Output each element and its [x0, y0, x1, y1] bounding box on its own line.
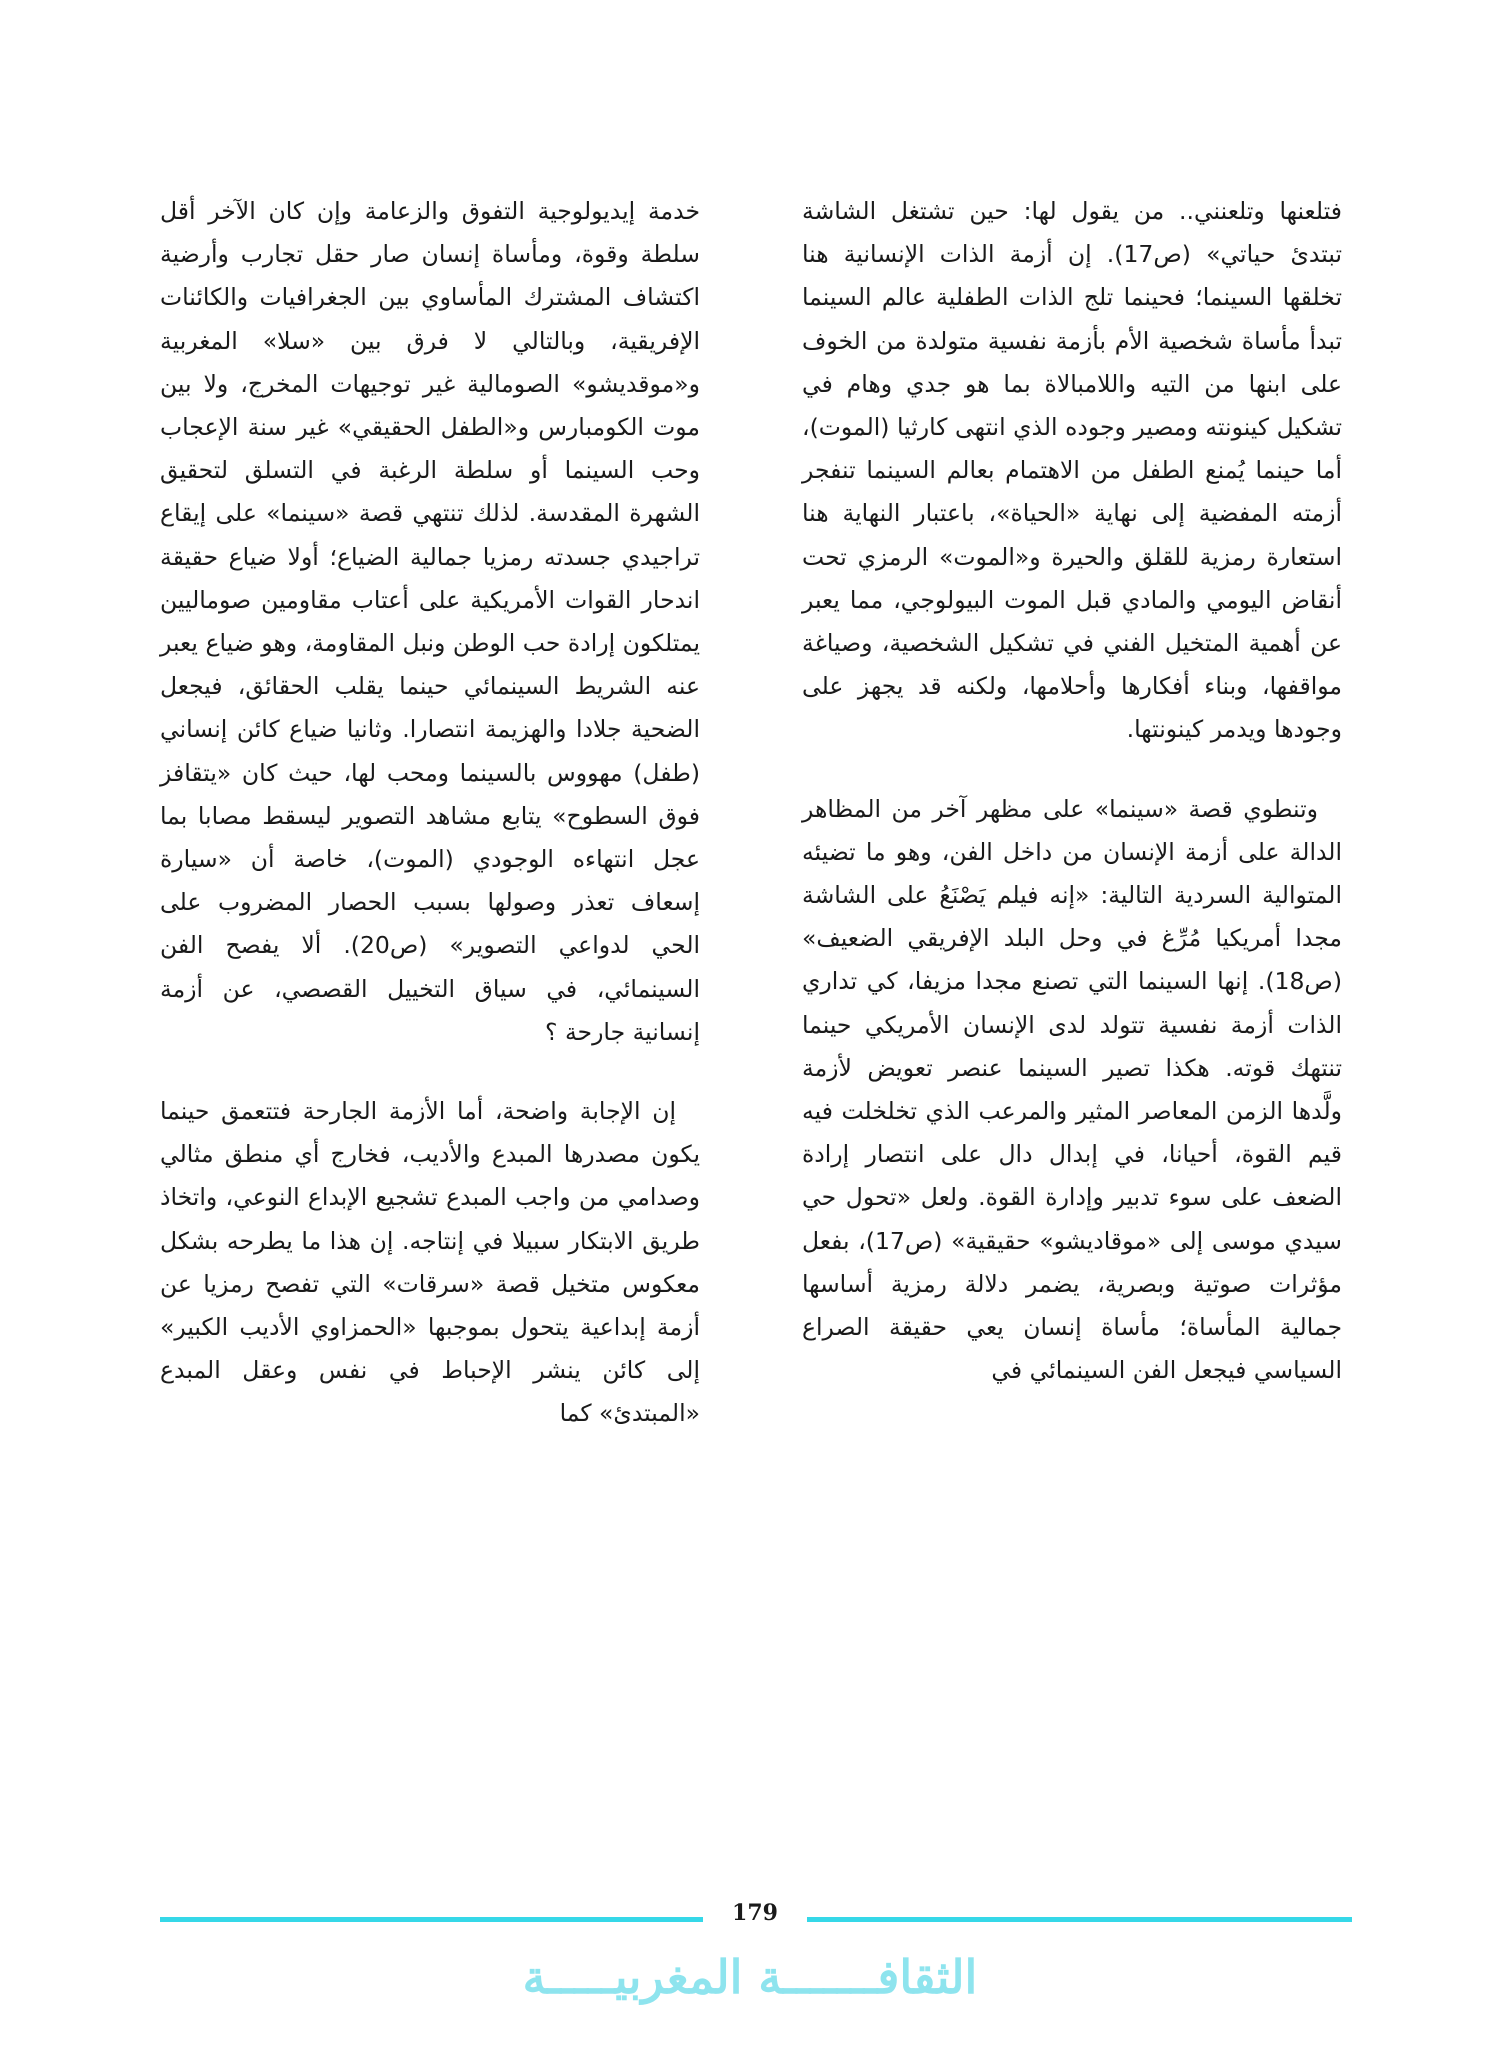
paragraph: خدمة إيديولوجية التفوق والزعامة وإن كان الآخر أقل سلطة وقوة، ومأساة إنسان صار حقل تجارب وأرضية اكتشاف المشترك المأساوي بين الجغرافيات والكائنات الإفريقية، وبالتالي لا فرق بين «سلا» المغربية و«موقديشو» الصومالية غير توجيهات المخرج، ولا بين موت الكومبارس و«الطفل الحقيقي» غير سنة الإعجاب وحب السينما أو سلطة الرغبة في التسلق لتحقيق الشهرة المقدسة. لذلك تنتهي قصة «سينما» على إيقاع تراجيدي جسدته رمزيا جمالية الضياع؛ أولا ضياع حقيقة اندحار القوات الأمريكية على أعتاب مقاومين صوماليين يمتلكون إرادة حب الوطن ونبل المقاومة، وهو ضياع يعبر عنه الشريط السينمائي حينما يقلب الحقائق، فيجعل الضحية جلادا والهزيمة انتصارا. وثانيا ضياع كائن إنساني (طفل) مهووس بالسينما ومحب لها، حيث كان «يتقافز فوق السطوح» يتابع مشاهد التصوير ليسقط مصابا بما عجل انتهاءه الوجودي (الموت)، خاصة أن «سيارة إسعاف تعذر وصولها بسبب الحصار المضروب على الحي لدواعي التصوير» (ص20). ألا يفصح الفن السينمائي، في سياق التخييل القصصي، عن أزمة إنسانية جارحة ؟	[160, 197, 701, 1046]
footer-rule-right	[807, 1917, 1352, 1922]
page-number: 179	[732, 1900, 778, 1926]
paragraph: وتنطوي قصة «سينما» على مظهر آخر من المظاهر الدالة على أزمة الإنسان من داخل الفن، وهو ما تضيئه المتوالية السردية التالية: «إنه فيلم يَصْنَعُ على الشاشة مجدا أمريكيا مُرِّغ في وحل البلد الإفريقي الضعيف» (ص18). إنها السينما التي تصنع مجدا مزيفا، كي تداري الذات أزمة نفسية تتولد لدى الإنسان الأمريكي حينما تنتهك قوته. هكذا تصير السينما عنصر تعويض لأزمة ولَّدها الزمن المعاصر المثير والمرعب الذي تخلخلت فيه قيم القوة، أحيانا، في إبدال دال على انتصار إرادة الضعف على سوء تدبير وإدارة القوة. ولعل «تحول حي سيدي موسى إلى «موقاديشو» حقيقية» (ص17)، بفعل مؤثرات صوتية وبصرية، يضمر دلالة رمزية أساسها جمالية المأساة؛ مأساة إنسان يعي حقيقة الصراع السياسي فيجعل الفن السينمائي في	[802, 794, 1342, 1385]
article-column-left	[160, 190, 700, 1436]
article-column-right	[802, 190, 1342, 1392]
paragraph: إن الإجابة واضحة، أما الأزمة الجارحة فتتعمق حينما يكون مصدرها المبدع والأديب، فخارج أي منطق مثالي وصدامي من واجب المبدع تشجيع الإبداع النوعي، واتخاذ طريق الابتكار سبيلا في إنتاجه. إن هذا ما يطرحه بشكل معكوس متخيل قصة «سرقات» التي تفصح رمزيا عن أزمة إبداعية يتحول بموجبها «الحمزاوي الأديب الكبير» إلى كائن ينشر الإحباط في نفس وعقل المبدع «المبتدئ» كما	[160, 1097, 700, 1428]
journal-title: الثقافـــــــة المغربيـــــة	[522, 1950, 978, 2004]
footer-rule-left	[160, 1917, 703, 1922]
paragraph: فتلعنها وتلعنني.. من يقول لها: حين تشتغل الشاشة تبتدئ حياتي» (ص17). إن أزمة الذات الإنسانية هنا تخلقها السينما؛ فحينما تلج الذات الطفلية عالم السينما تبدأ مأساة شخصية الأم بأزمة نفسية متولدة من الخوف على ابنها من التيه واللامبالاة بما هو جدي وهام في تشكيل كينونته ومصير وجوده الذي انتهى كارثيا (الموت)، أما حينما يُمنع الطفل من الاهتمام بعالم السينما تنفجر أزمته المفضية إلى نهاية «الحياة»، باعتبار النهاية هنا استعارة رمزية للقلق والحيرة و«الموت» الرمزي تحت أنقاض اليومي والمادي قبل الموت البيولوجي، مما يعبر عن أهمية المتخيل الفني في تشكيل الشخصية، وصياغة مواقفها، وبناء أفكارها وأحلامها، ولكنه قد يجهز على وجودها ويدمر كينونتها.	[802, 197, 1342, 744]
